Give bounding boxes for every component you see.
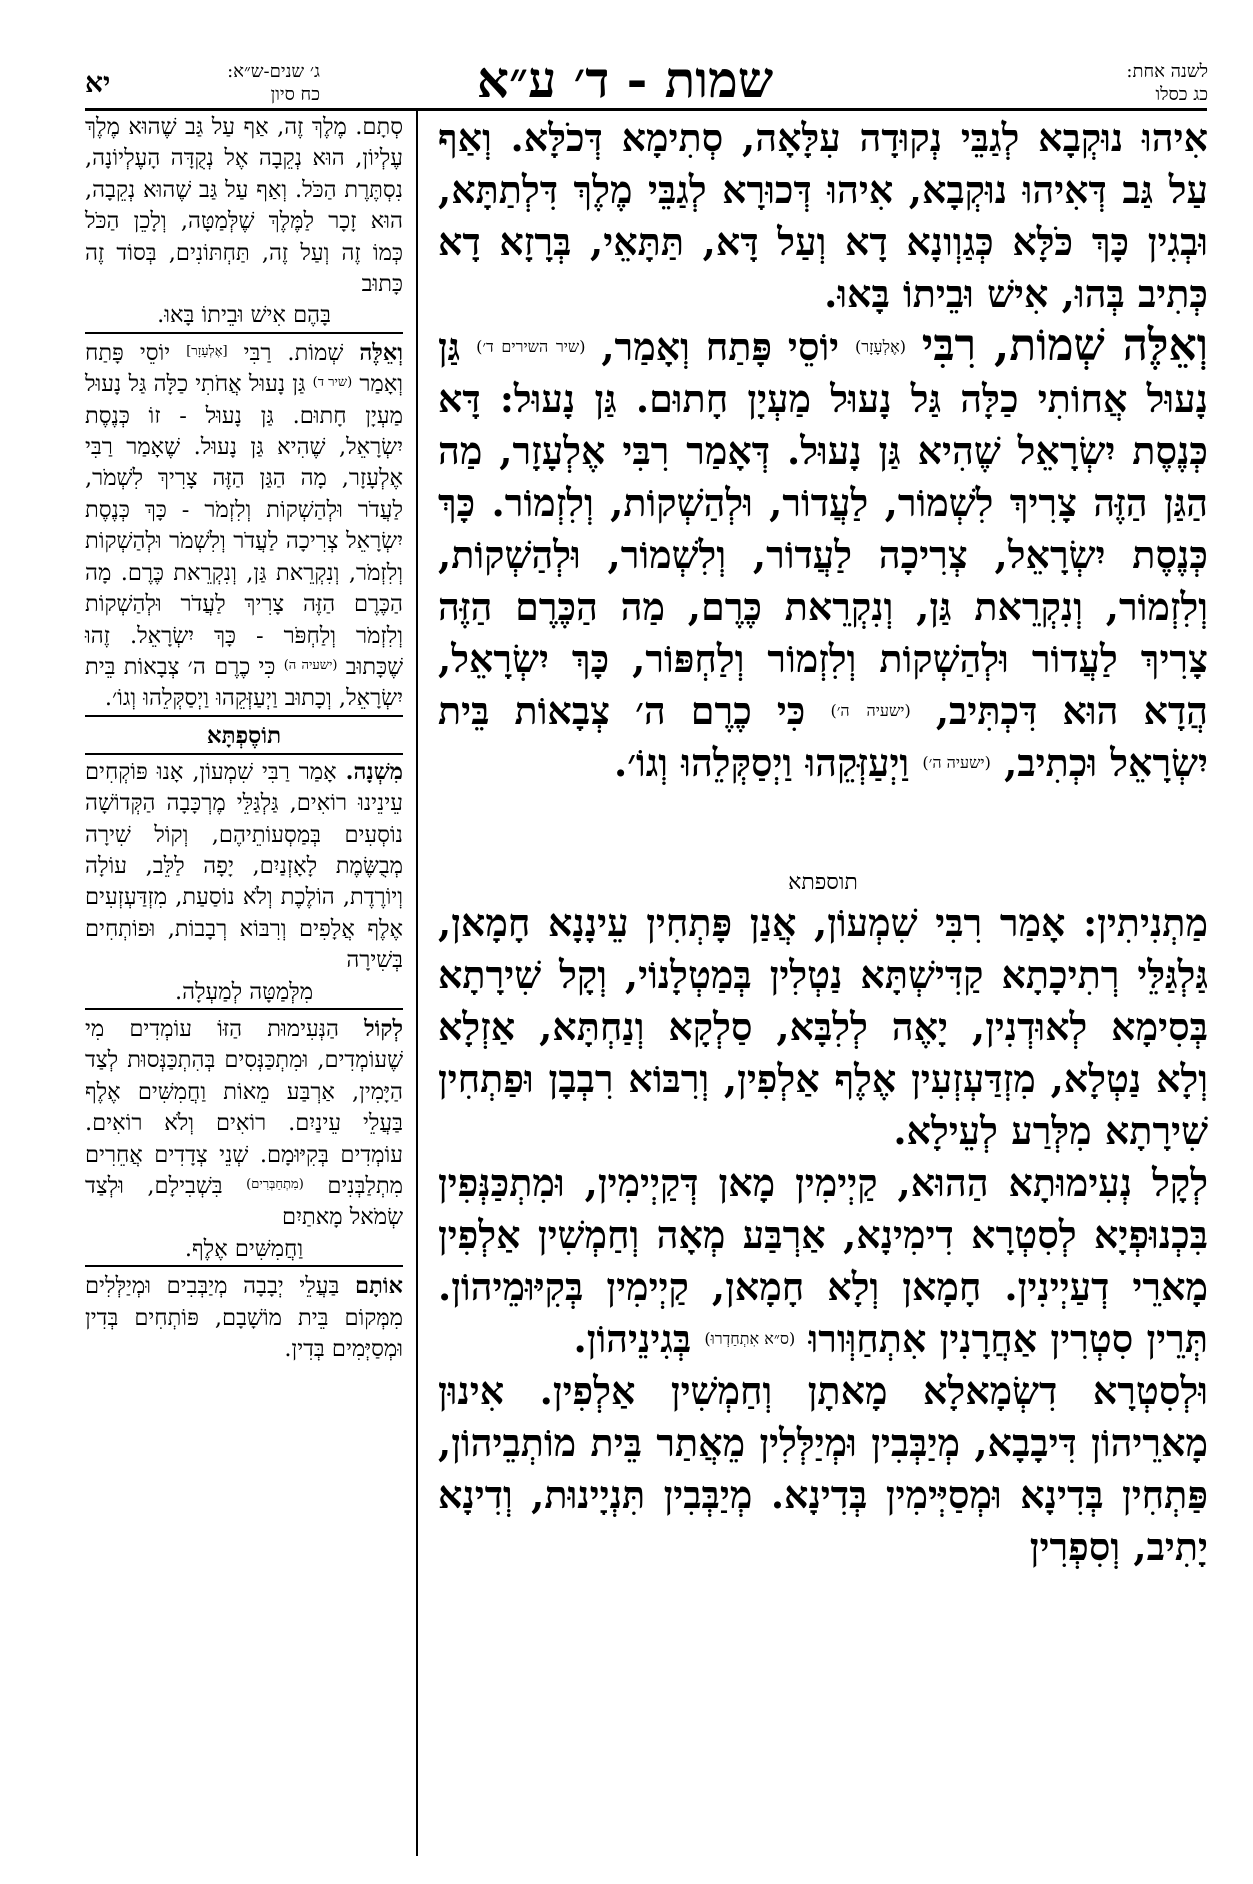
main-p2-citation-2: (ישעיה ה׳): [830, 701, 911, 720]
main-paragraph-2: [438, 320, 1208, 789]
main-paragraph-3: מַתְנִיתִין: אָמַר רִבִּי שִׁמְעוֹן, אֲנַן פָּתְחִין עֵינָנָא חָמָאן, גַּלְגַּלֵּי רְתִיכָתָא קַדִּישְׁתָּא נַטְלִין בְּמַטְלָנוֹי, וְקָל שִׁירָתָא בְּסִימָא לְאוּדְנִין, יָאֶה לְלִבָּא, סַלְקָא וְנַחְתָּא, אַזְלָא וְלָא נַטְלָא, מִזְדַּעְזְעִין אֶלֶף אַלְפִין, וְרִבּוֹא רִבְבָן וּפַתְחִין שִׁירָתָא מִלְּרַע לְעֵילָא.: [438, 900, 1208, 1153]
side-paragraph-3: [85, 757, 403, 977]
side-paragraph-4: [85, 1014, 403, 1234]
side-p5-lead-word: אוֹתָם: [355, 1273, 403, 1300]
side-p5-text: בַּעֲלֵי יְבָבָה מְיַבְּבִים וּמְיַלְּלִים מִמְּקוֹם בֵּית מוֹשָׁבָם, פּוֹתְחִים בְּדִין וּמְסַיְּמִים בְּדִין.: [85, 1273, 403, 1363]
page-number: יא: [85, 66, 111, 99]
header-one-year-date: כג כסלו: [1155, 84, 1208, 105]
side-p4-lead-word: לְקוֹל: [364, 1015, 403, 1042]
side-p2-variant: [אֶלְעָזָר]: [186, 343, 228, 359]
header-one-year-label: לשנה אחת:: [1126, 61, 1208, 82]
side-p4-text-a: הַנְּעִימוּת הַזּוֹ עוֹמְדִים מִי שֶׁעוֹמְדִים, וּמִתְכַּנְּסִים בְּהִתְכַּנְּסוּת לְצַד הַיָּמִין, אַרְבַּע מֵאוֹת וַחֲמִשִּׁים אֶלֶף בַּעֲלֵי עֵינַיִם. רוֹאִים וְלֹא רוֹאִים. עוֹמְדִים בְּקִיּוּמָם. שְׁנֵי צְדָדִים אֲחֵרִים מִתְלַבְּנִים: [85, 1015, 404, 1199]
side-p2-text-c: גַּן נָעוּל אֲחֹתִי כַלָּה גַּל נָעוּל מַעְיָן חָתוּם. גַּן נָעוּל - זוֹ כְּנֶסֶת יִשְׂרָאֵל, שֶׁהִיא גַּן נָעוּל. שֶׁאָמַר רַבִּי אֶלְעָזָר, מָה הַגַּן הַזֶּה צָרִיךְ לִשְׁמֹר, לַעֲדֹר וּלְהַשְׁקוֹת וְלִזְמֹר - כָּךְ כְּנֶסֶת יִשְׂרָאֵל צְרִיכָה לַעֲדֹר וְלִשְׁמֹר וּלְהַשְׁקוֹת וְלִזְמֹר, וְנִקְרֵאת גַּן, וְנִקְרֵאת כֶּרֶם. מָה הַכֶּרֶם הַזֶּה צָרִיךְ לַעֲדֹר וּלְהַשְׁקוֹת וְלִזְמֹר וְלַחְפֹּר - כָּךְ יִשְׂרָאֵל. זֶהוּ שֶׁכָּתוּב: [85, 371, 404, 680]
side-paragraph-5: [85, 1271, 403, 1365]
header-rule: [85, 108, 1207, 111]
main-p4-text-b: בְּגִינֵיהוֹן.: [573, 1316, 692, 1361]
header-three-year-date: כח סיון: [270, 84, 320, 105]
translation-column: [85, 112, 403, 1365]
side-paragraph-4-end: וַחֲמִשִּׁים אֶלֶף.: [85, 1234, 403, 1267]
column-divider: [416, 108, 418, 1856]
side-p2-text-d: כִּי כֶרֶם ה׳ צְבָאוֹת בֵּית יִשְׂרָאֵל, וְכָתוּב וַיְעַזְּקֵהוּ וַיְסַקְּלֵהוּ וְגוֹ׳.: [85, 653, 403, 712]
side-p3-lead-word: מִשְׁנָה.: [345, 758, 404, 785]
main-p2-text-d: כִּי כֶרֶם ה׳ צְבָאוֹת בֵּית יִשְׂרָאֵל וּכְתִיב,: [438, 688, 1208, 785]
side-p4-text-b: בִּשְׁבִילָם, וּלְצַד שְׂמֹאל מָאתַיִם: [85, 1173, 403, 1231]
side-p2-lead-word: וְאֵלֶּה: [359, 339, 404, 366]
main-p2-text-c: גַּן נָעוּל אֲחוֹתִי כַלָּה גַּל נָעוּל מַעְיָן חָתוּם. גַּן נָעוּל: דָּא כְּנֶסֶת יִשְׂרָאֵל שֶׁהִיא גַּן נָעוּל. דְּאָמַר רִבִּי אֶלְעָזָר, מַה הַגַּן הַזֶּה צָרִיךְ לִשְׁמוֹר, לַעֲדוֹר, וּלְהַשְׁקוֹת, וְלִזְמוֹר. כָּךְ כְּנֶסֶת יִשְׂרָאֵל, צְרִיכָה לַעֲדוֹר, וְלִשְׁמוֹר, וּלְהַשְׁקוֹת, וְלִזְמוֹר, וְנִקְרֵאת גַּן, וְנִקְרֵאת כֶּרֶם, מַה הַכֶּרֶם הַזֶּה צָרִיךְ לַעֲדוֹר וּלְהַשְׁקוֹת וְלִזְמוֹר וְלַחְפּוֹר, כָּךְ יִשְׂרָאֵל, הֲדָא הוּא דִּכְתִּיב,: [438, 324, 1209, 733]
header-daily-schedule: [1038, 60, 1208, 106]
side-tosefta-title: תוֹסֶפְתָּא: [85, 721, 403, 755]
main-p2-citation-1: (שיר השירים ד׳): [476, 337, 586, 356]
side-paragraph-3-end: מִלְּמַטָּה לְמַעְלָה.: [85, 977, 403, 1010]
page-title: שמות - ד׳ ע״א: [476, 50, 774, 109]
main-p2-text-e: וַיְעַזְּקֵהוּ וַיְסַקְּלֵהוּ וְגוֹ׳.: [614, 740, 910, 785]
main-paragraph-1: אִיהוּ נוּקְבָא לְגַבֵּי נְקוּדָה עִלָּאָה, סְתִימָא דְּכֹלָּא. וְאַף עַל גַּב דְּאִיהוּ נוּקְבָא, אִיהוּ דְּכוּרָא לְגַבֵּי מֶלֶךְ דִּלְתַתָּא, וּבְגִין כָּךְ כֹּלָּא כְּגַוְונָא דָא וְעַל דָּא, תַּתָּאֵי, בְּרָזָא דָא כְּתִיב בְּהוּ, אִישׁ וּבֵיתוֹ בָּאוּ.: [438, 115, 1208, 316]
main-tosefta-title: תוספתא: [788, 870, 858, 895]
main-column: [438, 112, 1208, 1573]
side-p4-variant: (מִתְחַבְּרִים): [246, 1177, 304, 1192]
main-p2-citation-3: (ישעיה ה׳): [922, 753, 991, 772]
side-paragraph-1: סְתָם. מֶלֶךְ זֶה, אַף עַל גַּב שֶׁהוּא מֶלֶךְ עֶלְיוֹן, הוּא נְקֵבָה אֶל נְקֻדָּה הָעֶלְיוֹנָה, נִסְתֶּרֶת הַכֹּל. וְאַף עַל גַּב שֶׁהוּא נְקֵבָה, הוּא זָכָר לַמֶּלֶךְ שֶׁלְּמַטָּה, וְלָכֵן הַכֹּל כְּמוֹ זֶה וְעַל זֶה, תַּחְתּוֹנִים, בְּסוֹד זֶה כָּתוּב: [85, 114, 403, 298]
side-p3-text: אָמַר רַבִּי שִׁמְעוֹן, אָנוּ פּוֹקְחִים עֵינֵינוּ רוֹאִים, גַּלְגַּלֵּי מֶרְכָּבָה הַקְּדוֹשָׁה נוֹסְעִים בְּמַסְעוֹתֵיהֶם, וְקוֹל שִׁירָה מְבֻשֶּׂמֶת לָאָזְנַיִם, יָפָה לַלֵּב, עוֹלָה וְיוֹרֶדֶת, הוֹלֶכֶת וְלֹא נוֹסַעַת, מִזְדַּעְזְעִים אֶלֶף אֲלָפִים וְרִבּוֹא רְבָבוֹת, וּפוֹתְחִים בְּשִׁירָה: [85, 758, 403, 974]
header-three-year-schedule: [120, 60, 320, 106]
side-p2-text-b: יוֹסֵי פָּתַח וְאָמַר: [85, 339, 404, 398]
side-paragraph-2: [85, 338, 403, 717]
main-p2-text-b: יוֹסֵי פָּתַח וְאָמַר,: [601, 324, 840, 369]
main-p4-text-a: לְקָל נְעִימוּתָא הַהוּא, קַיְימִין מָאן דְּקַיְימִין, וּמִתְכַּנְּפִין בִּכְנוּפְיָא לְסִטְרָא דִימִינָא, אַרְבַּע מְאָה וְחַמְשִׁין אַלְפִין מָארֵי דְעַיְינִין. חָמָאן וְלָא חָמָאן, קַיְימִין בְּקִיּוּמֵיהוֹן. תְּרֵין סִטְרִין אַחֲרָנִין אִתְחַוְּורוּ: [438, 1160, 1208, 1361]
side-p2-citation-1: (שיר ד): [312, 375, 353, 391]
main-paragraph-5: וּלְסִטְרָא דִשְׂמָאלָא מָאתָן וְחַמְשִׁין אַלְפִין. אִינוּן מָארֵיהוֹן דִּיבָבָא, מְיַבְּבִין וּמְיַלְּלִין מֵאֲתַר בֵּית מוֹתְבֵיהוֹן, פַּתְחִין בְּדִינָא וּמְסַיְּימִין בְּדִינָא. מְיַבְּבִין תִּנְיָינוּת, וְדִינָא יָתִיב, וְסִפְרִין: [438, 1368, 1208, 1569]
main-p4-variant: (ס״א אִתְחַדְרוּ): [704, 1329, 796, 1348]
side-p2-citation-2: (ישעיה ה): [283, 657, 338, 673]
main-paragraph-4: [438, 1157, 1208, 1365]
side-paragraph-1-end: בָּהֶם אִישׁ וּבֵיתוֹ בָּאוּ.: [85, 300, 403, 333]
main-p2-opening: וְאֵלֶּה שְׁמוֹת, רִבִּי: [921, 320, 1209, 371]
header-three-year-label: ג׳ שנים-ש״א:: [227, 61, 320, 82]
side-p2-text-a: שְׁמוֹת. רַבִּי: [243, 339, 344, 366]
main-p2-variant-1: (אֶלְעָזָר): [854, 337, 906, 356]
